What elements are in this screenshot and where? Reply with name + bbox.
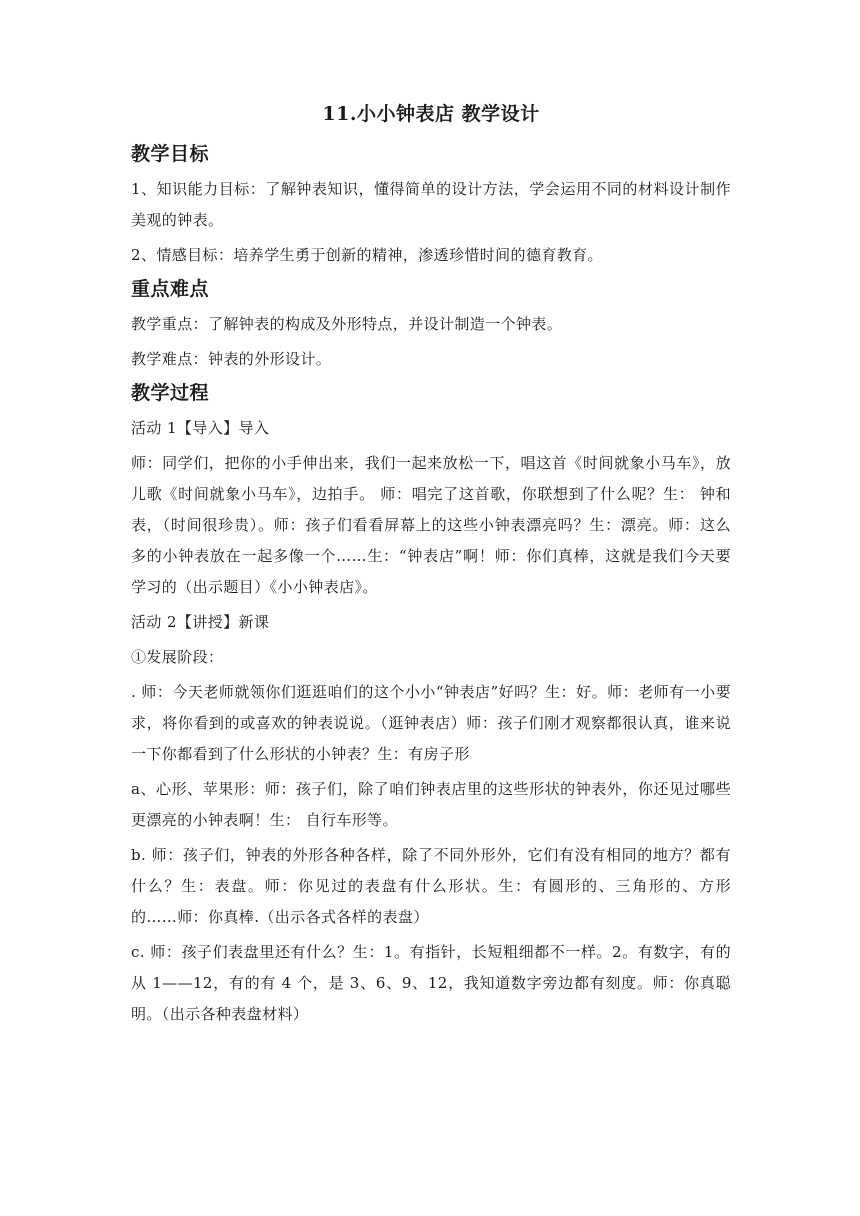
activity-1-title: 活动 1【导入】导入 (131, 419, 270, 437)
key-point-focus: 教学重点：了解钟表的构成及外形特点，并设计制造一个钟表。 (131, 315, 563, 333)
objective-item-2: 2、情感目标：培养学生勇于创新的精神，渗透珍惜时间的德育教育。 (131, 246, 603, 264)
paragraph-a: a、心形、苹果形：师：孩子们，除了咱们钟表店里的这些形状的钟表外，你还见过哪些更漂亮的小钟表啊！生： 自行车形等。 (131, 780, 731, 829)
document-page (131, 100, 731, 1034)
activity-1-body: 师：同学们，把你的小手伸出来，我们一起来放松一下，唱这首《时间就象小马车》，放儿歌《时间就象小马车》，边拍手。 师：唱完了这首歌，你联想到了什么呢？生： 钟和表，（时间很珍贵）。师：孩子们看看屏幕上的这些小钟表漂亮吗？生：漂亮。师：这么多的小钟表放在一起多像一个……生：“钟表店”啊！师：你们真棒，这就是我们今天要学习的（出示题目）《小小钟表店》。 (131, 454, 731, 596)
section-heading-process: 教学过程 (131, 382, 210, 404)
development-stage: ①发展阶段： (131, 648, 224, 666)
paragraph-intro: . 师：今天老师就领你们逛逛咱们的这个小小“钟表店”好吗？生：好。师：老师有一小要求，将你看到的或喜欢的钟表说说。（逛钟表店）师：孩子们刚才观察都很认真，谁来说一下你都看到了什么形状的小钟表？生：有房子形 (131, 683, 731, 763)
objective-item-1: 1、知识能力目标：了解钟表知识，懂得简单的设计方法，学会运用不同的材料设计制作美观的钟表。 (131, 180, 731, 229)
section-heading-objectives: 教学目标 (131, 143, 210, 165)
paragraph-b: b. 师：孩子们，钟表的外形各种各样，除了不同外形外，它们有没有相同的地方？都有什么？生：表盘。师：你见过的表盘有什么形状。生：有圆形的、三角形的、方形的……师：你真棒.（出示各式各样的表盘） (131, 846, 731, 926)
paragraph-c: c. 师：孩子们表盘里还有什么？生：1。有指针，长短粗细都不一样。2。有数字，有的从 1——12，有的有 4 个，是 3、6、9、12，我知道数字旁边都有刻度。师：你真聪明。（出示各种表盘材料） (131, 943, 731, 1023)
section-heading-key-points: 重点难点 (131, 278, 210, 300)
key-point-difficulty: 教学难点：钟表的外形设计。 (131, 350, 332, 368)
document-title: 11.小小钟表店 教学设计 (322, 103, 540, 125)
activity-2-title: 活动 2【讲授】新课 (131, 613, 270, 631)
